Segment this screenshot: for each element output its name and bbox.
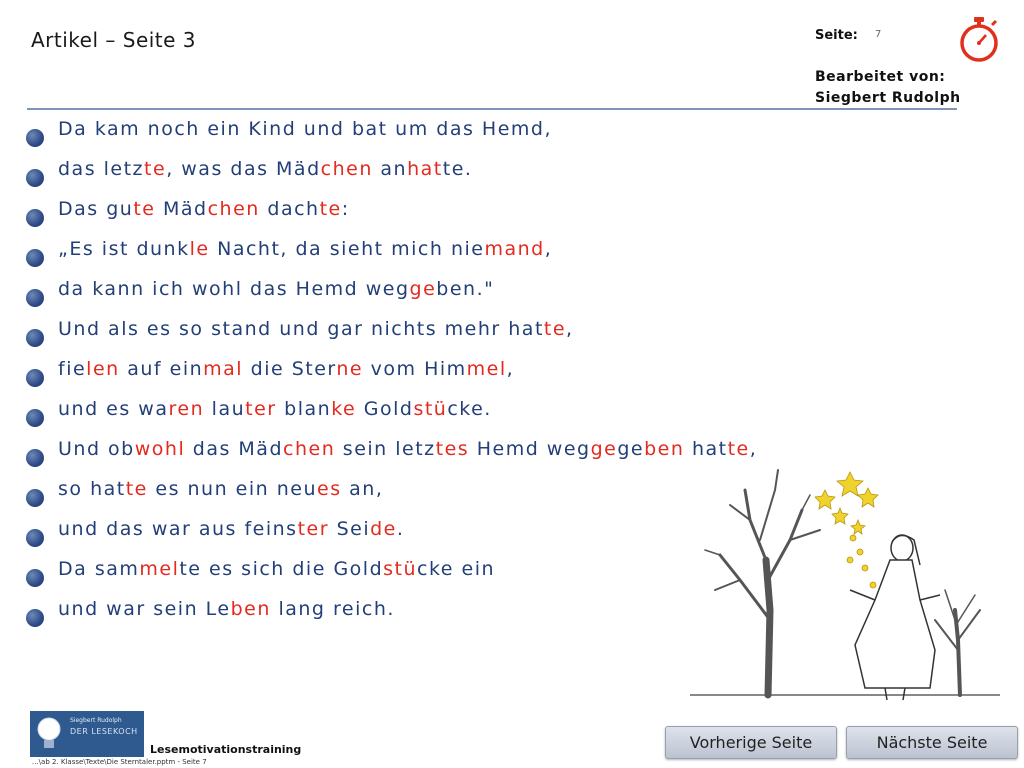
bullet-dot-icon[interactable] <box>26 329 44 347</box>
highlighted-syllable: mand <box>484 238 545 260</box>
text-segment: fie <box>58 358 87 380</box>
bullet-dot-icon[interactable] <box>26 529 44 547</box>
highlighted-syllable: ter <box>245 398 277 420</box>
header-divider <box>27 108 957 110</box>
highlighted-syllable: chen <box>320 158 373 180</box>
line-text <box>58 318 574 340</box>
text-segment: und das war aus feins <box>58 518 298 540</box>
text-segment: blan <box>276 398 332 420</box>
text-segment: dach <box>259 198 320 220</box>
bullet-dot-icon[interactable] <box>26 369 44 387</box>
text-segment: , <box>749 438 758 460</box>
highlighted-syllable: ge <box>590 438 618 460</box>
page-label: Seite: <box>815 28 858 43</box>
brand-label: Lesemotivationstraining <box>150 743 302 756</box>
text-segment: da kann ich wohl das Hemd weg <box>58 278 410 300</box>
highlighted-syllable: te <box>144 158 167 180</box>
text-segment: Mäd <box>155 198 208 220</box>
text-segment: Da sam <box>58 558 140 580</box>
file-path: ...\ab 2. Klasse\Texte\Die Sterntaler.pptm - Seite 7 <box>32 758 207 766</box>
text-segment: „Es ist dunk <box>58 238 190 260</box>
bullet-dot-icon[interactable] <box>26 209 44 227</box>
text-segment: und es wa <box>58 398 169 420</box>
star-money-girl-illustration <box>690 460 1005 710</box>
text-segment: te. <box>442 158 473 180</box>
highlighted-syllable: wohl <box>134 438 186 460</box>
highlighted-syllable: hat <box>407 158 443 180</box>
text-segment: Sei <box>329 518 371 540</box>
text-segment: auf ein <box>119 358 204 380</box>
line-text <box>58 478 383 500</box>
text-segment: , <box>544 238 553 260</box>
highlighted-syllable: chen <box>283 438 336 460</box>
highlighted-syllable: ren <box>168 398 205 420</box>
highlighted-syllable: mal <box>203 358 244 380</box>
bullet-dot-icon[interactable] <box>26 289 44 307</box>
highlighted-syllable: ke <box>331 398 357 420</box>
author-name: Siegbert Rudolph <box>815 90 961 106</box>
text-segment: Hemd weg <box>469 438 591 460</box>
line-text <box>58 198 350 220</box>
highlighted-syllable: ben <box>230 598 271 620</box>
text-segment: das letz <box>58 158 145 180</box>
page-number: 7 <box>875 29 882 40</box>
text-segment: vom Him <box>363 358 467 380</box>
line-text <box>58 158 472 180</box>
text-segment: cke ein <box>417 558 496 580</box>
logo-name: DER LESEKOCH <box>70 727 138 736</box>
text-segment: die Ster <box>243 358 337 380</box>
highlighted-syllable: ge <box>409 278 437 300</box>
bullet-dot-icon[interactable] <box>26 129 44 147</box>
highlighted-syllable: le <box>189 238 210 260</box>
line-text <box>58 598 395 620</box>
line-text <box>58 278 494 300</box>
line-text <box>58 438 757 460</box>
text-segment: das Mäd <box>185 438 284 460</box>
text-segment: Und ob <box>58 438 135 460</box>
text-segment: , was das Mäd <box>166 158 321 180</box>
text-segment: ge <box>617 438 645 460</box>
text-segment: Und als es so stand und gar nichts mehr hat <box>58 318 544 340</box>
bullet-dot-icon[interactable] <box>26 489 44 507</box>
highlighted-syllable: ter <box>297 518 330 540</box>
leselkoch-logo <box>30 711 144 757</box>
highlighted-syllable: te <box>727 438 750 460</box>
text-segment: an <box>372 158 408 180</box>
logo-author: Siegbert Rudolph <box>70 717 122 724</box>
text-segment: . <box>396 518 405 540</box>
highlighted-syllable: stü <box>383 558 418 580</box>
edited-by <box>815 67 961 109</box>
text-segment: , <box>506 358 515 380</box>
highlighted-syllable: ne <box>336 358 364 380</box>
line-text <box>58 238 552 260</box>
highlighted-syllable: te <box>543 318 567 340</box>
text-segment: ben." <box>436 278 495 300</box>
previous-page-button[interactable]: Vorherige Seite <box>665 726 837 759</box>
lightbulb-logo-icon <box>34 716 64 752</box>
bullet-dot-icon[interactable] <box>26 609 44 627</box>
line-text <box>58 558 495 580</box>
highlighted-syllable: ben <box>644 438 685 460</box>
page-title: Artikel – Seite 3 <box>31 28 197 52</box>
line-text <box>58 358 514 380</box>
highlighted-syllable: te <box>125 478 148 500</box>
highlighted-syllable: mel <box>466 358 507 380</box>
line-text <box>58 398 492 420</box>
text-segment: , <box>566 318 574 340</box>
highlighted-syllable: te <box>133 198 156 220</box>
highlighted-syllable: es <box>317 478 342 500</box>
text-segment: an, <box>341 478 384 500</box>
bullet-dot-icon[interactable] <box>26 249 44 267</box>
text-segment: : <box>341 198 350 220</box>
bullet-dot-icon[interactable] <box>26 569 44 587</box>
line-text <box>58 518 404 540</box>
highlighted-syllable: chen <box>207 198 260 220</box>
next-page-button[interactable]: Nächste Seite <box>846 726 1018 759</box>
bullet-dot-icon[interactable] <box>26 449 44 467</box>
edited-by-label: Bearbeitet von: <box>815 69 946 85</box>
highlighted-syllable: len <box>86 358 120 380</box>
stopwatch-icon[interactable] <box>955 15 1003 63</box>
text-segment: Da kam noch ein Kind und bat um das Hemd, <box>58 118 552 140</box>
text-segment: te es sich die Gold <box>179 558 384 580</box>
bullet-dot-icon[interactable] <box>26 409 44 427</box>
highlighted-syllable: tes <box>435 438 470 460</box>
highlighted-syllable: mel <box>139 558 180 580</box>
text-segment: so hat <box>58 478 126 500</box>
text-segment: Das gu <box>58 198 134 220</box>
text-segment: Nacht, da sieht mich nie <box>209 238 485 260</box>
text-segment: lang reich. <box>270 598 395 620</box>
highlighted-syllable: stü <box>413 398 448 420</box>
highlighted-syllable: de <box>370 518 397 540</box>
text-segment: cke. <box>447 398 492 420</box>
text-segment: lau <box>204 398 246 420</box>
text-segment: Gold <box>356 398 414 420</box>
highlighted-syllable: te <box>319 198 342 220</box>
line-text <box>58 118 552 140</box>
text-segment: hat <box>684 438 728 460</box>
text-segment: es nun ein neu <box>147 478 317 500</box>
text-segment: und war sein Le <box>58 598 231 620</box>
text-segment: sein letz <box>335 438 436 460</box>
bullet-dot-icon[interactable] <box>26 169 44 187</box>
